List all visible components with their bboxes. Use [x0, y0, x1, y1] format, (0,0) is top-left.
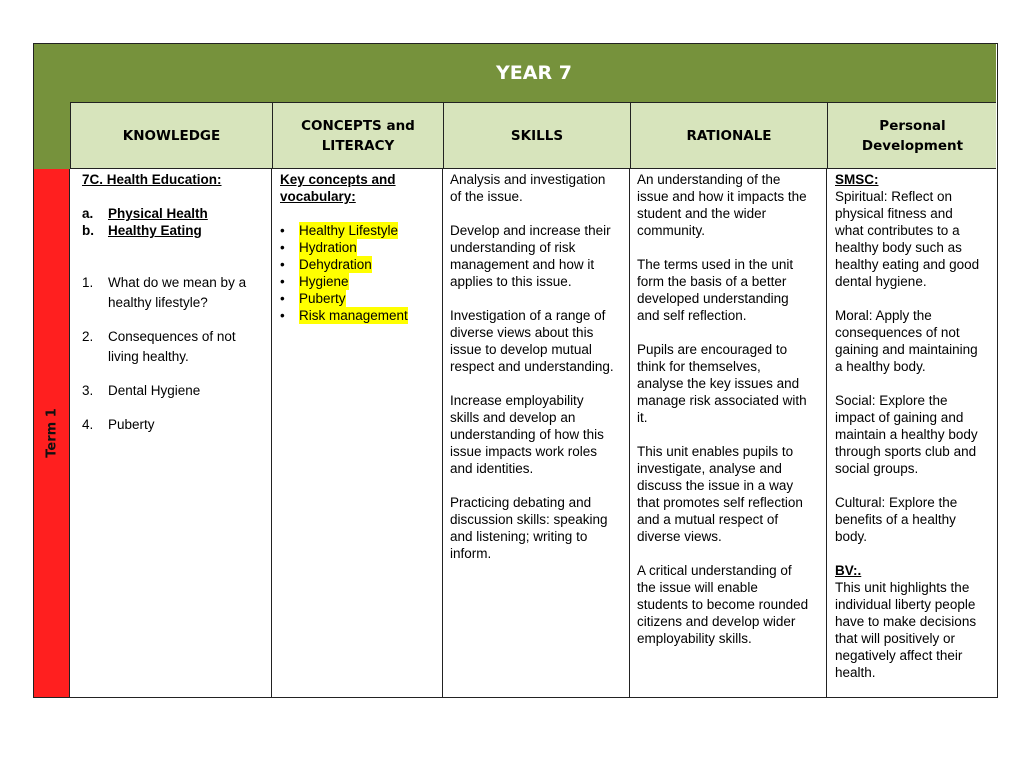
question-line: Dental Hygiene [108, 383, 201, 398]
text-line: discussion skills: speaking [450, 512, 608, 527]
vocabulary-term: Healthy Lifestyle [299, 223, 399, 238]
question-line: Puberty [108, 417, 155, 432]
text-line: Social: Explore the [835, 393, 948, 408]
sub-item-text: Healthy Eating [108, 223, 202, 238]
skills-paragraph [450, 222, 621, 290]
bullet: • [280, 308, 285, 323]
question-marker: 4. [82, 417, 94, 432]
text-line: management and how it [450, 257, 595, 272]
rationale-paragraph [637, 171, 818, 239]
knowledge-cell [70, 169, 272, 697]
vocabulary-item [280, 222, 434, 239]
header-personal-line1: Personal [879, 117, 946, 134]
text-line: body. [835, 529, 868, 544]
text-line: Cultural: Explore the [835, 495, 958, 510]
skills-cell [443, 169, 630, 697]
knowledge-sub-items [82, 205, 263, 239]
text-line: respect and understanding. [450, 359, 614, 374]
knowledge-question [82, 273, 263, 313]
text-line: Moral: Apply the [835, 308, 932, 323]
sub-item-text: Physical Health [108, 206, 208, 221]
curriculum-table [33, 43, 998, 698]
bullet: • [280, 257, 285, 272]
knowledge-heading: 7C. Health Education: [82, 172, 222, 187]
vocabulary-term: Dehydration [299, 257, 372, 272]
bullet: • [280, 291, 285, 306]
concepts-cell [272, 169, 443, 697]
skills-paragraph [450, 307, 621, 375]
text-line: impact of gaining and [835, 410, 964, 425]
corner-spacer [34, 102, 70, 169]
term-1-row [70, 169, 996, 697]
text-line: consequences of not [835, 325, 960, 340]
question-line: What do we mean by a [108, 275, 247, 290]
bv-heading: BV:. [835, 563, 862, 578]
bullet: • [280, 274, 285, 289]
question-marker: 1. [82, 275, 94, 290]
header-skills: SKILLS [444, 103, 631, 168]
text-line: of the issue. [450, 189, 523, 204]
text-line: This unit enables pupils to [637, 444, 794, 459]
text-line: This unit highlights the [835, 580, 970, 595]
text-line: individual liberty people [835, 597, 976, 612]
text-line: community. [637, 223, 706, 238]
question-marker: 2. [82, 329, 94, 344]
rationale-paragraph [637, 341, 818, 426]
vocabulary-term: Hygiene [299, 274, 349, 289]
sub-item-marker: b. [82, 223, 94, 238]
text-line: social groups. [835, 461, 919, 476]
text-line: benefits of a healthy [835, 512, 956, 527]
concepts-heading-line2: vocabulary: [280, 189, 356, 204]
vocabulary-item [280, 290, 434, 307]
text-line: that promotes self reflection [637, 495, 803, 510]
social-paragraph [835, 392, 988, 477]
text-line: physical fitness and [835, 206, 953, 221]
spiritual-paragraph [835, 188, 988, 290]
text-line: the issue will enable [637, 580, 758, 595]
rationale-paragraph [637, 443, 818, 545]
text-line: Spiritual: Reflect on [835, 189, 953, 204]
header-knowledge: KNOWLEDGE [71, 103, 273, 168]
text-line: what contributes to a [835, 223, 960, 238]
text-line: it. [637, 410, 648, 425]
knowledge-sub-item [82, 205, 263, 222]
text-line: The terms used in the unit [637, 257, 794, 272]
bv-paragraph [835, 579, 988, 681]
text-line: healthy body such as [835, 240, 962, 255]
vocabulary-item [280, 239, 434, 256]
text-line: and listening; writing to [450, 529, 588, 544]
text-line: and self reflection. [637, 308, 747, 323]
text-line: skills and develop an [450, 410, 576, 425]
text-line: citizens and develop wider [637, 614, 796, 629]
header-personal-line2: Development [861, 137, 964, 154]
text-line: healthy eating and good [835, 257, 980, 272]
question-line: healthy lifestyle? [108, 295, 208, 310]
knowledge-question [82, 381, 263, 401]
text-line: Analysis and investigation [450, 172, 606, 187]
text-line: developed understanding [637, 291, 789, 306]
text-line: have to make decisions [835, 614, 977, 629]
cultural-paragraph [835, 494, 988, 545]
skills-paragraph [450, 171, 621, 205]
text-line: issue to develop mutual [450, 342, 592, 357]
header-concepts-line1: CONCEPTS and [301, 117, 415, 134]
bullet: • [280, 240, 285, 255]
vocabulary-list [280, 222, 434, 324]
rationale-paragraph [637, 256, 818, 324]
question-line: Consequences of not [108, 329, 236, 344]
personal-development-cell [827, 169, 996, 697]
text-line: form the basis of a better [637, 274, 787, 289]
header-rationale: RATIONALE [631, 103, 828, 168]
skills-paragraph [450, 494, 621, 562]
text-line: and a mutual respect of [637, 512, 779, 527]
text-line: Pupils are encouraged to [637, 342, 788, 357]
rationale-cell [630, 169, 827, 697]
rationale-paragraph [637, 562, 818, 647]
question-line: living healthy. [108, 349, 189, 364]
column-headers [70, 102, 996, 169]
text-line: diverse views. [637, 529, 722, 544]
text-line: dental hygiene. [835, 274, 927, 289]
concepts-heading-line1: Key concepts and [280, 172, 396, 187]
sub-item-marker: a. [82, 206, 94, 221]
text-line: An understanding of the [637, 172, 781, 187]
text-line: through sports club and [835, 444, 977, 459]
text-line: health. [835, 665, 876, 680]
text-line: and identities. [450, 461, 534, 476]
term-label: Term 1 [44, 408, 60, 458]
text-line: understanding of risk [450, 240, 576, 255]
knowledge-questions [82, 273, 263, 435]
text-line: diverse views about this [450, 325, 594, 340]
header-personal-development [828, 103, 997, 168]
text-line: think for themselves, [637, 359, 761, 374]
text-line: negatively affect their [835, 648, 963, 663]
text-line: gaining and maintaining [835, 342, 978, 357]
vocabulary-item [280, 307, 434, 324]
text-line: that will positively or [835, 631, 956, 646]
text-line: issue impacts work roles [450, 444, 598, 459]
header-concepts-line2: LITERACY [321, 137, 395, 154]
text-line: discuss the issue in a way [637, 478, 794, 493]
bullet: • [280, 223, 285, 238]
knowledge-sub-item [82, 222, 263, 239]
question-marker: 3. [82, 383, 94, 398]
vocabulary-term: Risk management [299, 308, 408, 323]
text-line: A critical understanding of [637, 563, 792, 578]
knowledge-question [82, 327, 263, 367]
text-line: Investigation of a range of [450, 308, 606, 323]
moral-paragraph [835, 307, 988, 375]
term-column [34, 169, 70, 697]
text-line: applies to this issue. [450, 274, 572, 289]
text-line: Practicing debating and [450, 495, 592, 510]
text-line: a healthy body. [835, 359, 926, 374]
text-line: analyse the key issues and [637, 376, 800, 391]
page-title: YEAR 7 [496, 62, 572, 84]
vocabulary-item [280, 256, 434, 273]
text-line: understanding of how this [450, 427, 604, 442]
text-line: Increase employability [450, 393, 584, 408]
knowledge-question [82, 415, 263, 435]
text-line: student and the wider [637, 206, 767, 221]
text-line: manage risk associated with [637, 393, 807, 408]
text-line: Develop and increase their [450, 223, 611, 238]
header-concepts [273, 103, 444, 168]
text-line: students to become rounded [637, 597, 809, 612]
vocabulary-term: Hydration [299, 240, 357, 255]
text-line: investigate, analyse and [637, 461, 782, 476]
smsc-heading: SMSC: [835, 172, 879, 187]
text-line: maintain a healthy body [835, 427, 978, 442]
title-bar [34, 44, 996, 102]
vocabulary-item [280, 273, 434, 290]
text-line: inform. [450, 546, 492, 561]
vocabulary-term: Puberty [299, 291, 346, 306]
skills-paragraph [450, 392, 621, 477]
text-line: employability skills. [637, 631, 752, 646]
text-line: issue and how it impacts the [637, 189, 807, 204]
